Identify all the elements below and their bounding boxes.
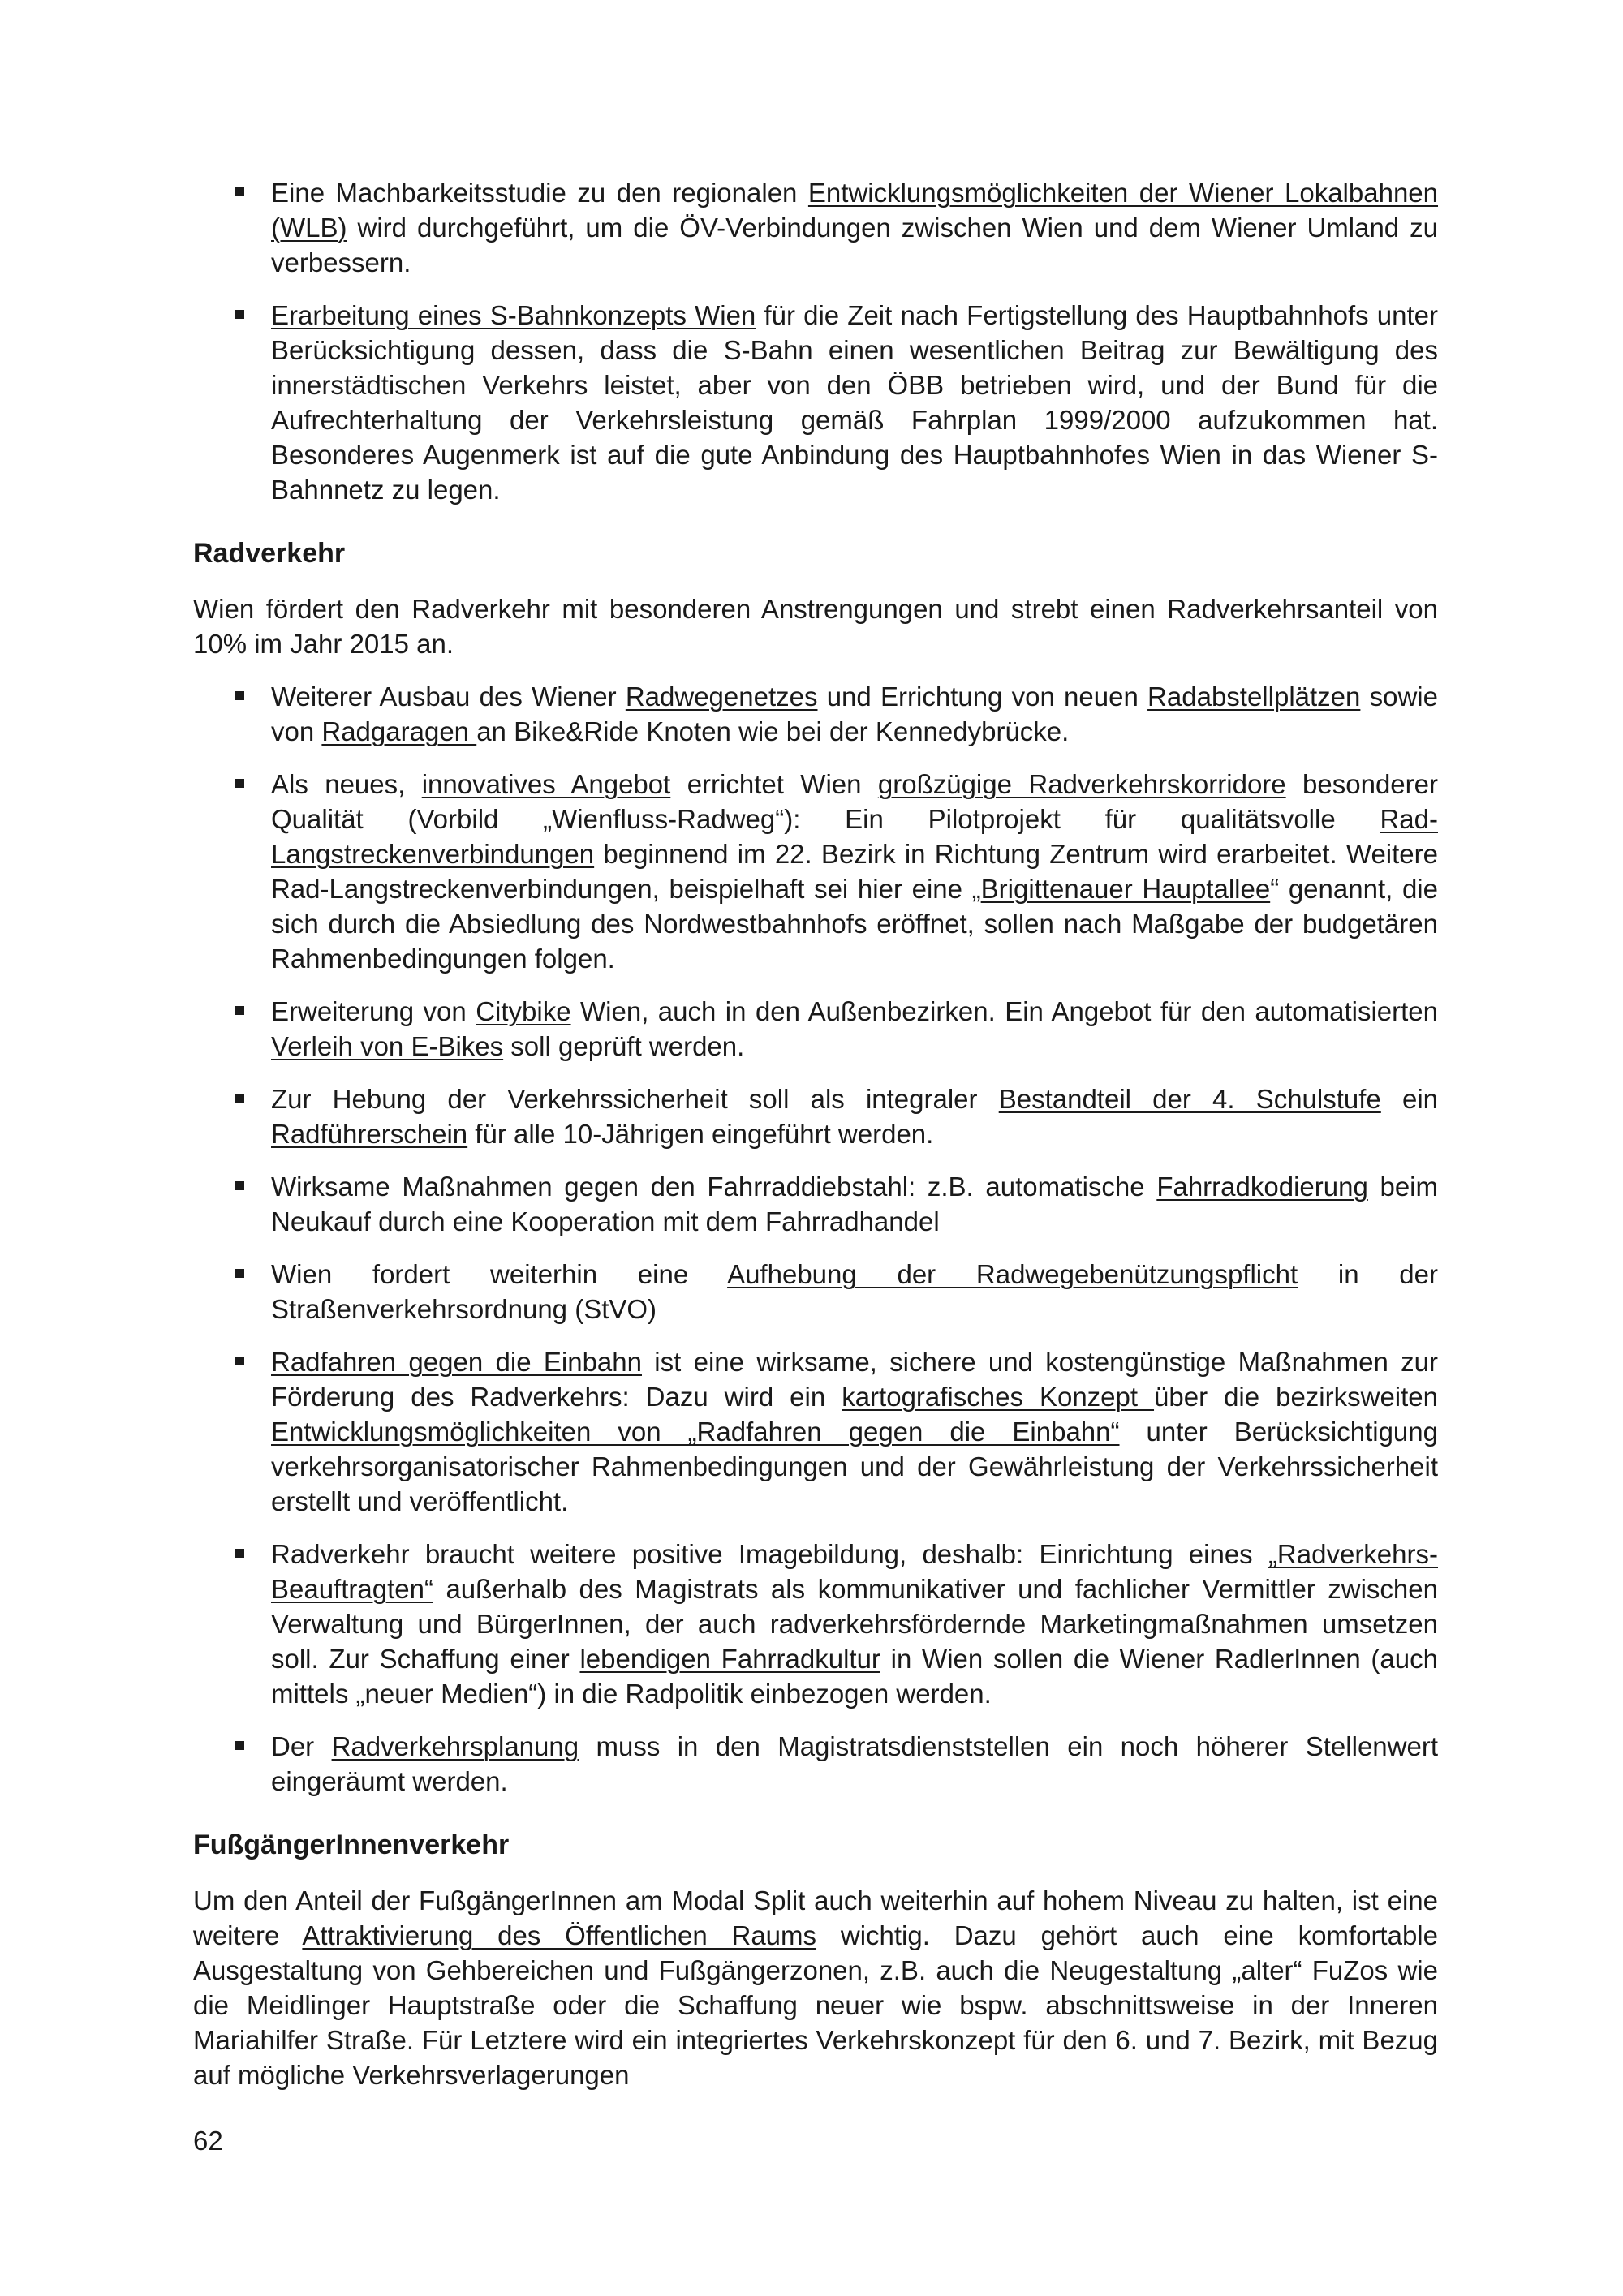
underlined-term: Bestandteil der 4. Schulstufe: [998, 1084, 1381, 1114]
underlined-term: großzügige Radverkehrskorridore: [877, 769, 1286, 799]
list-item-text: Wien fordert weiterhin eine Aufhebung der Radwegebenützungspflicht in der Straßenverkehrsordnung (StVO): [271, 1259, 1438, 1324]
list-item-text: Erarbeitung eines S-Bahnkonzepts Wien für die Zeit nach Fertigstellung des Hauptbahnhofs unter Berücksichtigung dessen, dass die S-Bahn einen wesentlichen Beitrag zur Bewältigung des innerstädtischen Verkehrs leistet, aber von den ÖBB betrieben wird, und der Bund für die Aufrechterhaltung der Verkehrsleistung gemäß Fahrplan 1999/2000 aufzukommen hat. Besonderes Augenmerk ist auf die gute Anbindung des Hauptbahnhofes Wien in das Wiener S-Bahnnetz zu legen.: [271, 300, 1438, 505]
underlined-term: Rad-Langstreckenverbindungen: [271, 804, 1438, 869]
underlined-term: innovatives Angebot: [421, 769, 671, 799]
list-item-text: Eine Machbarkeitsstudie zu den regionalen Entwicklungsmöglichkeiten der Wiener Lokalbahnen (WLB) wird durchgeführt, um die ÖV-Verbindungen zwischen Wien und dem Wiener Umland zu verbessern.: [271, 178, 1439, 277]
bullet-icon: [235, 779, 244, 788]
list-item: [193, 1257, 1438, 1326]
list-item: [193, 175, 1438, 280]
bullet-icon: [235, 1006, 244, 1015]
underlined-term: lebendigen Fahrradkultur: [579, 1644, 880, 1674]
underlined-term: Aufhebung der Radwegebenützungspflicht: [727, 1259, 1298, 1289]
underlined-term: Radführerschein: [271, 1119, 468, 1149]
rail-measures-list: [193, 175, 1438, 507]
list-item: [193, 994, 1438, 1064]
underlined-term: Radgaragen: [321, 716, 477, 746]
list-item: [193, 1729, 1438, 1799]
underlined-term: Attraktivierung des Öffentlichen Raums: [302, 1920, 817, 1950]
underlined-term: Fahrradkodierung: [1156, 1172, 1368, 1202]
underlined-term: Entwicklungsmöglichkeiten der Wiener Lokalbahnen (WLB): [271, 178, 1439, 243]
underlined-term: Radverkehrsplanung: [331, 1731, 579, 1761]
list-item: [193, 767, 1438, 976]
section-heading-fussgaenger: FußgängerInnenverkehr: [193, 1829, 510, 1860]
radverkehr-list: [193, 679, 1438, 1799]
list-item-text: Zur Hebung der Verkehrssicherheit soll als integraler Bestandteil der 4. Schulstufe ein Radführerschein für alle 10-Jährigen eingeführt werden.: [271, 1084, 1439, 1149]
list-item-text: Radfahren gegen die Einbahn ist eine wirksame, sichere und kostengünstige Maßnahmen zur Förderung des Radverkehrs: Dazu wird ein kartografisches Konzept über die bezirksweiten Entwicklungsmöglichkeiten von „Radfahren gegen die Einbahn“ unter Berücksichtigung verkehrsorganisatorischer Rahmenbedingungen und der Gewährleistung der Verkehrssicherheit erstellt und veröffentlicht.: [271, 1347, 1439, 1516]
fussgaenger-paragraph: Um den Anteil der FußgängerInnen am Modal Split auch weiterhin auf hohem Niveau zu halten, ist eine weitere Attraktivierung des Öffentlichen Raums wichtig. Dazu gehört auch eine komfortable Ausgestaltung von Gehbereichen und Fußgängerzonen, z.B. auch die Neugestaltung „alter“ FuZos wie die Meidlinger Hauptstraße oder die Schaffung neuer wie bspw. abschnittsweise in der Inneren Mariahilfer Straße. Für Letztere wird ein integriertes Verkehrskonzept für den 6. und 7. Bezirk, mit Bezug auf mögliche Verkehrsverlagerungen: [193, 1885, 1438, 2090]
underlined-term: „Radverkehrs-Beauftragten“: [271, 1539, 1438, 1604]
list-item: [193, 298, 1438, 507]
underlined-term: Entwicklungsmöglichkeiten von „Radfahren gegen die Einbahn“: [271, 1417, 1120, 1447]
list-item-text: Wirksame Maßnahmen gegen den Fahrraddiebstahl: z.B. automatische Fahrradkodierung beim Neukauf durch eine Kooperation mit dem Fahrradhandel: [271, 1172, 1438, 1236]
list-item: [193, 1081, 1438, 1151]
underlined-term: kartografisches Konzept: [842, 1382, 1155, 1412]
list-item-text: Weiterer Ausbau des Wiener Radwegenetzes und Errichtung von neuen Radabstellplätzen sowie von Radgaragen an Bike&Ride Knoten wie bei der Kennedybrücke.: [271, 681, 1438, 746]
list-item: [193, 1344, 1438, 1519]
bullet-icon: [235, 1741, 244, 1750]
underlined-term: Radfahren gegen die Einbahn: [271, 1347, 642, 1377]
list-item-text: Erweiterung von Citybike Wien, auch in den Außenbezirken. Ein Angebot für den automatisierten Verleih von E-Bikes soll geprüft werden.: [271, 996, 1438, 1061]
list-item: [193, 679, 1438, 749]
list-item: [193, 1537, 1438, 1711]
page-number: 62: [193, 2126, 223, 2156]
page-body: [193, 175, 1438, 2092]
underlined-term: Erarbeitung eines S-Bahnkonzepts Wien: [271, 300, 756, 330]
bullet-icon: [235, 1181, 244, 1190]
section-heading-radverkehr: Radverkehr: [193, 538, 346, 569]
bullet-icon: [235, 1549, 244, 1558]
list-item-text: Als neues, innovatives Angebot errichtet Wien großzügige Radverkehrskorridore besonderer Qualität (Vorbild „Wienfluss-Radweg“): Ein Pilotprojekt für qualitätsvolle Rad-Langstreckenverbindungen beginnend im 22. Bezirk in Richtung Zentrum wird erarbeitet. Weitere Rad-Langstreckenverbindungen, beispielhaft sei hier eine „Brigittenauer Hauptallee“ genannt, die sich durch die Absiedlung des Nordwestbahnhofs eröffnet, sollen nach Maßgabe der budgetären Rahmenbedingungen folgen.: [271, 769, 1438, 974]
underlined-term: Radwegenetzes: [625, 681, 818, 712]
list-item-text: Der Radverkehrsplanung muss in den Magistratsdienststellen ein noch höherer Stellenwert eingeräumt werden.: [271, 1731, 1438, 1796]
bullet-icon: [235, 1357, 244, 1365]
bullet-icon: [235, 187, 244, 196]
list-item-text: Radverkehr braucht weitere positive Imagebildung, deshalb: Einrichtung eines „Radverkehrs-Beauftragten“ außerhalb des Magistrats als kommunikativer und fachlicher Vermittler zwischen Verwaltung und BürgerInnen, der auch radverkehrsfördernde Marketingmaßnahmen umsetzen soll. Zur Schaffung einer lebendigen Fahrradkultur in Wien sollen die Wiener RadlerInnen (auch mittels „neuer Medien“) in die Radpolitik einbezogen werden.: [271, 1539, 1438, 1709]
underlined-term: Brigittenauer Hauptallee: [980, 874, 1271, 904]
bullet-icon: [235, 1269, 244, 1278]
bullet-icon: [235, 691, 244, 700]
radverkehr-intro: Wien fördert den Radverkehr mit besonderen Anstrengungen und strebt einen Radverkehrsanteil von 10% im Jahr 2015 an.: [193, 594, 1438, 659]
bullet-icon: [235, 310, 244, 319]
list-item: [193, 1169, 1438, 1239]
bullet-icon: [235, 1094, 244, 1103]
underlined-term: Verleih von E-Bikes: [271, 1031, 504, 1061]
underlined-term: Citybike: [476, 996, 571, 1026]
underlined-term: Radabstellplätzen: [1147, 681, 1361, 712]
